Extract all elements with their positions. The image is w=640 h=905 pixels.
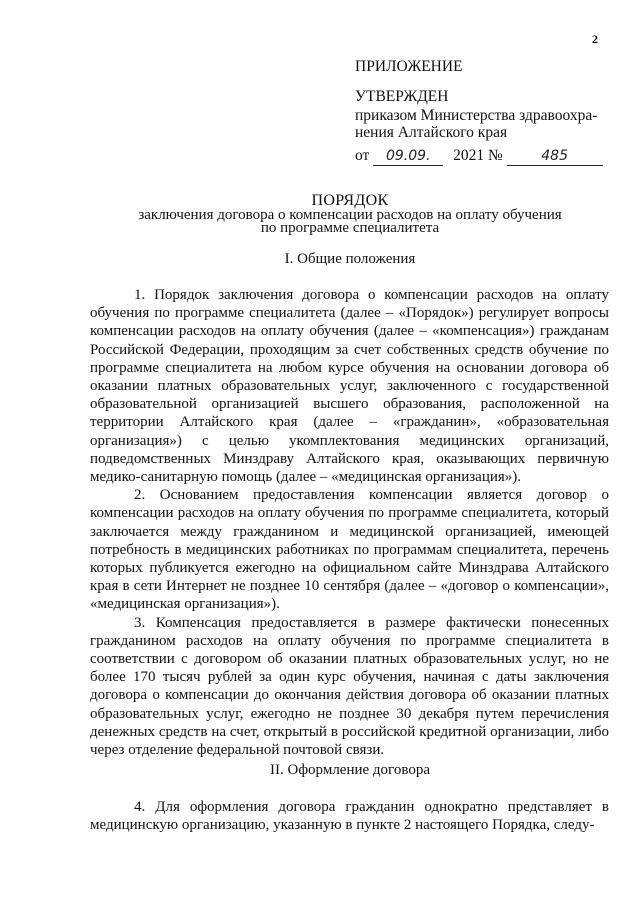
order-line-2: нения Алтайского края	[355, 124, 508, 141]
order-line-1: приказом Министерства здравоохра-	[355, 107, 598, 124]
page-number: 2	[592, 32, 598, 46]
section-2-body	[90, 798, 609, 834]
title-line-1: заключения договора о компенсации расходов на оплату обучения	[138, 207, 562, 223]
approved-label: УТВЕРЖДЕН	[355, 88, 449, 105]
handwritten-number: 485	[507, 148, 603, 166]
paragraph-2: 2. Основанием предоставления компенсации является договор о компенсации расходов на оплату обучения по программе специалитета, который заключается между гражданином и медицинской организацией, имеющей потребность в медицинских работниках по программам специалитета, перечень которых публикуется ежегодно на официальном сайте Минздрава Алтайского края в сети Интернет не позднее 10 сентября (далее – «договор о компенсации», «медицинская организация»).	[90, 487, 609, 613]
order-year: 2021 №	[453, 147, 503, 164]
section-1-body	[90, 286, 609, 759]
title-heading: ПОРЯДОК	[311, 192, 389, 209]
paragraph-1: 1. Порядок заключения договора о компенсации расходов на оплату обучения по программе специалитета (далее – «Порядок») регулирует вопросы компенсации расходов на оплату обучения (далее – «компенсация») гражданам Российской Федерации, проходящим за счет собственных средств обучение по программе специалитета на любом курсе обучения на основании договора об оказании платных образовательных услуг, заключенного с государственной образовательной организацией высшего образования, расположенной на территории Алтайского края (далее – «гражданин», «образовательная организация») с целью укомплектования медицинских организаций, подведомственных Минздраву Алтайского края, оказывающих первичную медико-санитарную помощь (далее – «медицинская организация»).	[90, 287, 609, 486]
order-date-line	[355, 147, 605, 166]
title-line-2: по программе специалитета	[260, 220, 440, 236]
section-heading-2: II. Оформление договора	[270, 762, 430, 778]
paragraph-3: 3. Компенсация предоставляется в размере фактически понесенных гражданином расходов на оплату обучения по программе специалитета в соответствии с договором об оказании платных образовательных услуг, но не более 170 тысяч рублей за один курс обучения, начиная с даты заключения договора о компенсации до окончания действия договора об оказании платных образовательных услуг, ежегодно не позднее 30 декабря путем перечисления денежных средств на счет, открытый в российской кредитной организации, либо через отделение федеральной почтовой связи.	[90, 614, 609, 759]
date-prefix: от	[355, 147, 370, 164]
paragraph-4: 4. Для оформления договора гражданин однократно представляет в медицинскую организацию, указанную в пункте 2 настоящего Порядка, следу-	[90, 799, 609, 834]
appendix-label: ПРИЛОЖЕНИЕ	[355, 58, 463, 75]
approval-block	[355, 58, 605, 166]
section-heading-1: I. Общие положения	[284, 251, 416, 267]
document-title	[90, 194, 610, 235]
handwritten-date: 09.09.	[373, 148, 443, 166]
